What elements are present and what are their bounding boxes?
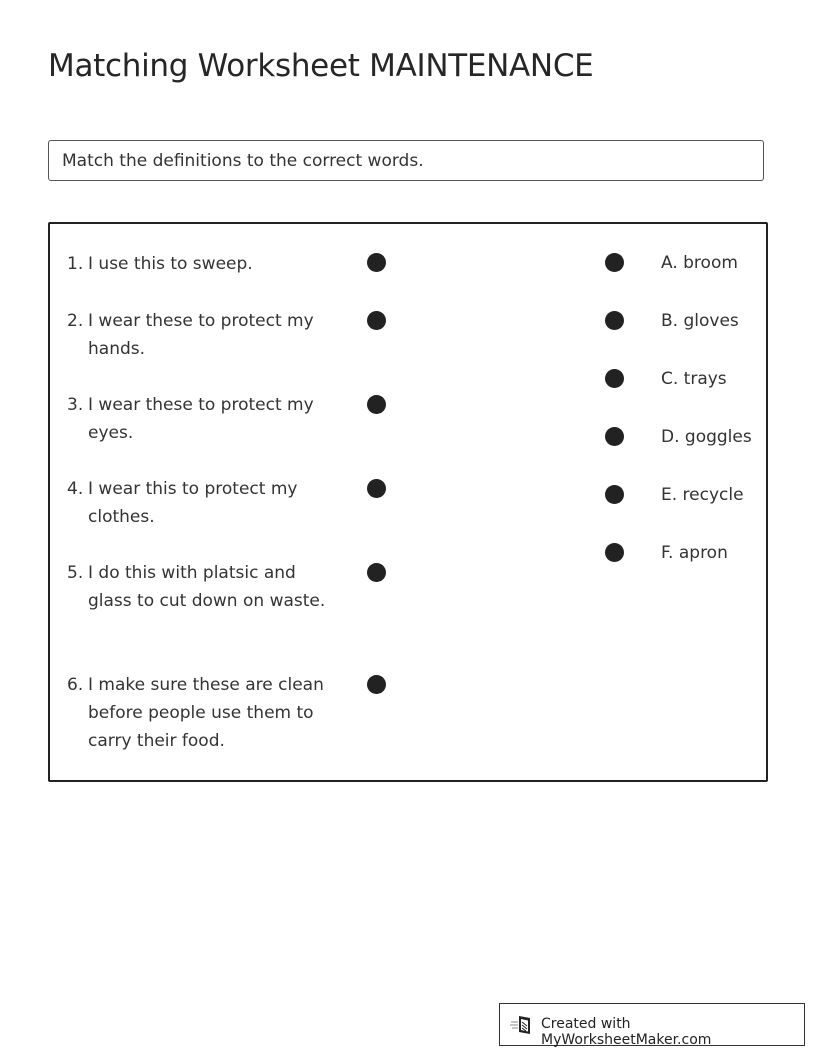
question-text: I make sure these are clean before people use them to carry their food. bbox=[88, 675, 324, 751]
question-4-match-dot[interactable] bbox=[367, 479, 386, 498]
instructions-text: Match the definitions to the correct words. bbox=[62, 151, 424, 171]
answer-item: D. goggles bbox=[661, 427, 752, 447]
answer-item: E. recycle bbox=[661, 485, 744, 505]
answer-a-match-dot[interactable] bbox=[605, 253, 624, 272]
answer-item: F. apron bbox=[661, 543, 728, 563]
question-number: 4. bbox=[67, 479, 84, 499]
answer-item: C. trays bbox=[661, 369, 727, 389]
answer-f-match-dot[interactable] bbox=[605, 543, 624, 562]
answer-e-match-dot[interactable] bbox=[605, 485, 624, 504]
question-number: 6. bbox=[67, 675, 84, 695]
question-6-match-dot[interactable] bbox=[367, 675, 386, 694]
question-text: I do this with platsic and glass to cut down on waste. bbox=[88, 563, 326, 611]
question-item bbox=[67, 475, 342, 531]
question-text: I wear this to protect my clothes. bbox=[88, 479, 298, 527]
question-item bbox=[67, 559, 329, 615]
page-title: Matching Worksheet MAINTENANCE bbox=[48, 48, 594, 84]
question-number: 5. bbox=[67, 563, 84, 583]
question-3-match-dot[interactable] bbox=[367, 395, 386, 414]
instructions-box bbox=[48, 140, 764, 181]
answer-item: A. broom bbox=[661, 253, 738, 273]
question-item bbox=[67, 671, 329, 755]
question-item bbox=[67, 250, 342, 278]
answer-item: B. gloves bbox=[661, 311, 739, 331]
question-number: 2. bbox=[67, 311, 84, 331]
question-number: 3. bbox=[67, 395, 84, 415]
footer-badge[interactable] bbox=[499, 1003, 805, 1046]
question-item bbox=[67, 307, 342, 363]
question-2-match-dot[interactable] bbox=[367, 311, 386, 330]
question-text: I wear these to protect my hands. bbox=[88, 311, 314, 359]
answer-b-match-dot[interactable] bbox=[605, 311, 624, 330]
footer-text: Created with MyWorksheetMaker.com bbox=[541, 1016, 712, 1048]
worksheet-maker-logo-icon bbox=[510, 1014, 534, 1036]
question-5-match-dot[interactable] bbox=[367, 563, 386, 582]
answer-c-match-dot[interactable] bbox=[605, 369, 624, 388]
question-text: I wear these to protect my eyes. bbox=[88, 395, 314, 443]
question-1-match-dot[interactable] bbox=[367, 253, 386, 272]
question-number: 1. bbox=[67, 254, 84, 274]
matching-area bbox=[48, 222, 768, 782]
question-text: I use this to sweep. bbox=[88, 254, 253, 274]
question-item bbox=[67, 391, 342, 447]
answer-d-match-dot[interactable] bbox=[605, 427, 624, 446]
